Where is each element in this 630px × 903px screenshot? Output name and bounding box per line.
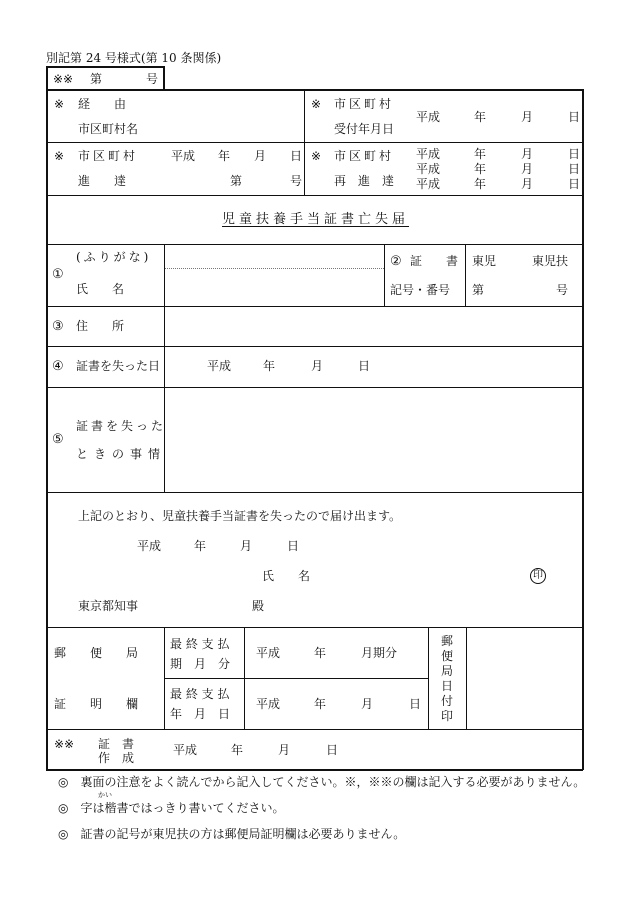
row2-nichi: 日 bbox=[290, 149, 303, 163]
row2-right-gatsu-2: 月 bbox=[521, 162, 534, 176]
lost-date-nen: 年 bbox=[263, 359, 276, 373]
lost-date-era: 平成 bbox=[207, 359, 232, 373]
row2-right-gatsu-1: 月 bbox=[521, 147, 534, 161]
postal-label2: 証 明 欄 bbox=[54, 697, 139, 711]
name-input[interactable] bbox=[170, 272, 380, 302]
row2-right-label1: 市区町村 bbox=[334, 149, 395, 163]
declaration-gatsu: 月 bbox=[240, 539, 253, 553]
cert-go: 号 bbox=[556, 283, 569, 297]
row2-right-era-2: 平成 bbox=[416, 162, 441, 176]
declaration-era: 平成 bbox=[137, 539, 162, 553]
row1-nichi: 日 bbox=[568, 110, 581, 124]
last-pay1-era: 平成 bbox=[256, 646, 281, 660]
ruby-kai: かい bbox=[98, 791, 112, 799]
note-2: ◎ 字は楷書ではっきり書いてください。 bbox=[58, 801, 285, 815]
cert-created-era: 平成 bbox=[173, 743, 198, 757]
address-label: 住 所 bbox=[76, 319, 125, 333]
cert-created-gatsu: 月 bbox=[278, 743, 291, 757]
row2-right-label2: 再 進 達 bbox=[334, 174, 395, 188]
row2-nen: 年 bbox=[218, 149, 231, 163]
row1-era: 平成 bbox=[416, 110, 441, 124]
stamp-char-6: 印 bbox=[441, 709, 454, 723]
row2-right-era-3: 平成 bbox=[416, 177, 441, 191]
lost-date-gatsu: 月 bbox=[311, 359, 324, 373]
cert-created-label2: 作 成 bbox=[98, 751, 135, 765]
last-pay2-a: 最 終 支 払 bbox=[170, 687, 230, 701]
cert-created-label1: 証 書 bbox=[98, 737, 135, 751]
stamp-char-5: 付 bbox=[441, 694, 454, 708]
row2-right-mark: ※ bbox=[311, 149, 322, 163]
row1-nen: 年 bbox=[474, 110, 487, 124]
row2-right-era-1: 平成 bbox=[416, 147, 441, 161]
last-pay1-kibun: 月期分 bbox=[361, 646, 398, 660]
lost-date-num: ④ bbox=[52, 359, 64, 374]
row2-right-nichi-2: 日 bbox=[568, 162, 581, 176]
circumstances-input[interactable] bbox=[170, 394, 578, 486]
row2-right-nen-3: 年 bbox=[474, 177, 487, 191]
row2-era: 平成 bbox=[171, 149, 196, 163]
cert-created-nichi: 日 bbox=[326, 743, 339, 757]
addressee: 東京都知事 bbox=[78, 599, 139, 613]
cert-created-nen: 年 bbox=[231, 743, 244, 757]
furigana-input[interactable] bbox=[170, 250, 380, 266]
seal-mark: 印 bbox=[530, 568, 546, 584]
address-num: ③ bbox=[52, 319, 64, 334]
furigana-label: (ふりがな) bbox=[76, 250, 152, 264]
row1-keiyu: 経 由 bbox=[78, 97, 127, 111]
number-box-dai: 第 bbox=[90, 72, 103, 86]
declaration-nichi: 日 bbox=[287, 539, 300, 553]
row1-right-label2: 受付年月日 bbox=[334, 122, 395, 136]
last-pay1-a: 最 終 支 払 bbox=[170, 637, 230, 651]
name-row-num: ① bbox=[52, 267, 64, 282]
row2-dai: 第 bbox=[230, 174, 243, 188]
cert-num: ② bbox=[390, 254, 402, 269]
row1-municipality-label: 市区町村名 bbox=[78, 122, 139, 136]
number-box-go: 号 bbox=[146, 72, 159, 86]
circumstances-num: ⑤ bbox=[52, 432, 64, 447]
note-1: ◎ 裏面の注意をよく読んでから記入してください。※，※※の欄は記入する必要がありません。 bbox=[58, 775, 586, 789]
row2-gatsu: 月 bbox=[254, 149, 267, 163]
last-pay2-nen: 年 bbox=[314, 697, 327, 711]
last-pay2-b: 年 月 日 bbox=[170, 707, 231, 721]
cert-dai: 第 bbox=[472, 283, 485, 297]
row1-right-mark: ※ bbox=[311, 97, 322, 111]
row2-label1: 市区町村 bbox=[78, 149, 139, 163]
row2-right-nen-1: 年 bbox=[474, 147, 487, 161]
lost-date-nichi: 日 bbox=[358, 359, 371, 373]
note-3: ◎ 証書の記号が東児扶の方は郵便局証明欄は必要ありません。 bbox=[58, 827, 406, 841]
declaration-text: 上記のとおり、児童扶養手当証書を失ったので届け出ます。 bbox=[78, 509, 402, 523]
form-title: 児童扶養手当証書亡失届 bbox=[222, 212, 410, 227]
row2-right-gatsu-3: 月 bbox=[521, 177, 534, 191]
form-label: 別記第 24 号様式(第 10 条関係) bbox=[46, 51, 222, 65]
stamp-char-1: 郵 bbox=[441, 634, 454, 648]
addressee-dono: 殿 bbox=[252, 599, 265, 613]
number-box-right bbox=[163, 66, 165, 90]
stamp-char-4: 日 bbox=[441, 679, 454, 693]
lost-date-label: 証書を失った日 bbox=[76, 359, 161, 373]
name-label: 氏 名 bbox=[76, 282, 125, 296]
number-box-top bbox=[46, 66, 164, 68]
stamp-char-2: 便 bbox=[441, 649, 454, 663]
cert-val-toujifu: 東児扶 bbox=[532, 254, 569, 268]
row1-gatsu: 月 bbox=[521, 110, 534, 124]
last-pay2-nichi: 日 bbox=[409, 697, 422, 711]
row2-right-nichi-1: 日 bbox=[568, 147, 581, 161]
last-pay2-era: 平成 bbox=[256, 697, 281, 711]
row2-go: 号 bbox=[290, 174, 303, 188]
row1-right-label1: 市区町村 bbox=[334, 97, 395, 111]
postal-label1: 郵 便 局 bbox=[54, 646, 139, 660]
cert-label1: 証 書 bbox=[410, 254, 459, 268]
last-pay1-nen: 年 bbox=[314, 646, 327, 660]
cert-created-mark: ※※ bbox=[54, 737, 75, 751]
row2-mark: ※ bbox=[54, 149, 65, 163]
row2-right-nen-2: 年 bbox=[474, 162, 487, 176]
declaration-name-label: 氏 名 bbox=[262, 569, 311, 583]
last-pay2-gatsu: 月 bbox=[361, 697, 374, 711]
circumstances-label2: ときの事情 bbox=[76, 447, 167, 461]
stamp-char-3: 局 bbox=[441, 664, 454, 678]
address-input[interactable] bbox=[170, 312, 578, 340]
number-box-mark: ※※ bbox=[53, 72, 74, 86]
number-box-left bbox=[46, 66, 48, 90]
row1-mark: ※ bbox=[54, 97, 65, 111]
circumstances-label1: 証書を失った bbox=[76, 419, 167, 433]
declaration-nen: 年 bbox=[194, 539, 207, 553]
last-pay1-b: 期 月 分 bbox=[170, 657, 231, 671]
cert-val-touji: 東児 bbox=[472, 254, 497, 268]
cert-number-input[interactable] bbox=[470, 270, 578, 300]
row2-right-nichi-3: 日 bbox=[568, 177, 581, 191]
row2-label2: 進 達 bbox=[78, 174, 127, 188]
cert-label2: 記号・番号 bbox=[390, 283, 451, 297]
